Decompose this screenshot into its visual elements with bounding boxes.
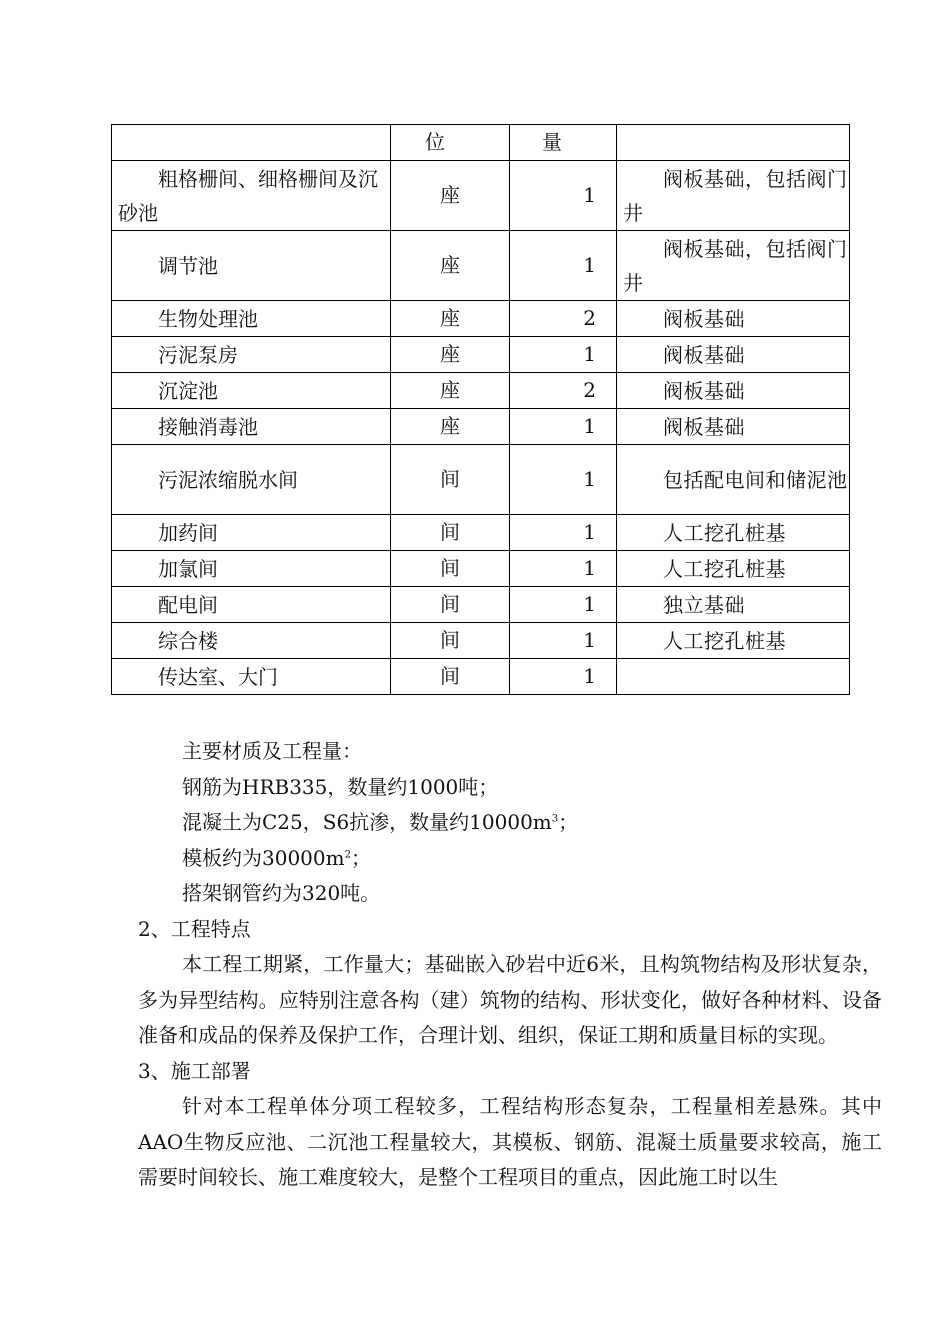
cell-unit: 座 [391,337,510,373]
cell-structure-name: 粗格栅间、细格栅间及沉砂池 [112,161,391,231]
table-row [112,623,850,659]
cell-note: 阀板基础，包括阀门井 [617,231,850,301]
materials-heading: 主要材质及工程量： [182,739,362,763]
section-2-heading: 2、工程特点 [138,916,251,941]
cell-note: 人工挖孔桩基 [617,551,850,587]
table-row [112,659,850,695]
cell-quantity: 1 [510,231,617,301]
cell-note: 包括配电间和储泥池 [617,445,850,515]
cell-unit: 座 [391,373,510,409]
cell-structure-name: 加药间 [112,515,391,551]
section-3-paragraph: 针对本工程单体分项工程较多，工程结构形态复杂，工程量相差悬殊。其中AAO生物反应池、二沉池工程量较大，其模板、钢筋、混凝土质量要求较高，施工需要时间较长、施工难度较大，是整个工程项目的重点，因此施工时以生 [138,1094,882,1189]
cell-structure-name: 污泥浓缩脱水间 [112,445,391,515]
cell-note: 人工挖孔桩基 [617,515,850,551]
cell-note: 阀板基础 [617,337,850,373]
cell-unit: 座 [391,301,510,337]
section-3-heading: 3、施工部署 [138,1058,251,1083]
cell-structure-name: 加氯间 [112,551,391,587]
table-header-row [112,125,850,161]
materials-scaffold: 搭架钢管约为320吨。 [182,881,381,905]
table-row [112,445,850,515]
cell-unit: 座 [391,161,510,231]
body-text [138,734,882,1196]
cell-unit: 间 [391,659,510,695]
header-cell-name [112,125,391,161]
materials-concrete: 混凝土为C25，S6抗渗，数量约$10000m^3$； [182,810,579,834]
table-row [112,231,850,301]
section-2-paragraph: 本工程工期紧，工作量大；基础嵌入砂岩中近6米，且构筑物结构及形状复杂，多为异型结构。应特别注意各构（建）筑物的结构、形状变化，做好各种材料、设备准备和成品的保养及保护工作，合理计划、组织，保证工期和质量目标的实现。 [138,952,882,1047]
cell-unit: 座 [391,231,510,301]
cell-note [617,659,850,695]
cell-note: 阀板基础，包括阀门井 [617,161,850,231]
cell-unit: 间 [391,445,510,515]
cell-structure-name: 污泥泵房 [112,337,391,373]
cell-structure-name: 传达室、大门 [112,659,391,695]
cell-quantity: 1 [510,161,617,231]
cell-note: 独立基础 [617,587,850,623]
cell-quantity: 1 [510,337,617,373]
cell-quantity: 1 [510,409,617,445]
cell-structure-name: 接触消毒池 [112,409,391,445]
cell-quantity: 1 [510,659,617,695]
cell-structure-name: 沉淀池 [112,373,391,409]
materials-steel: 钢筋为HRB335，数量约1000吨； [182,774,499,799]
table-row [112,337,850,373]
header-cell-unit: 位 [391,125,510,161]
cell-unit: 间 [391,551,510,587]
cell-unit: 间 [391,515,510,551]
cell-quantity: 1 [510,515,617,551]
cell-quantity: 2 [510,301,617,337]
cell-unit: 间 [391,587,510,623]
cell-note: 阀板基础 [617,373,850,409]
cell-note: 人工挖孔桩基 [617,623,850,659]
cell-unit: 间 [391,623,510,659]
table-row [112,409,850,445]
table-row [112,161,850,231]
table-row [112,373,850,409]
table-row [112,301,850,337]
structures-table [111,124,850,695]
cell-quantity: 2 [510,373,617,409]
cell-quantity: 1 [510,623,617,659]
cell-structure-name: 调节池 [112,231,391,301]
cell-unit: 座 [391,409,510,445]
cell-structure-name: 配电间 [112,587,391,623]
table-row [112,551,850,587]
header-cell-note [617,125,850,161]
materials-formwork: 模板约为$30000m^2$； [182,845,371,870]
cell-structure-name: 综合楼 [112,623,391,659]
cell-structure-name: 生物处理池 [112,301,391,337]
cell-quantity: 1 [510,445,617,515]
table-row [112,587,850,623]
cell-quantity: 1 [510,587,617,623]
cell-quantity: 1 [510,551,617,587]
cell-note: 阀板基础 [617,301,850,337]
cell-note: 阀板基础 [617,409,850,445]
header-cell-qty: 量 [510,125,617,161]
table-row [112,515,850,551]
